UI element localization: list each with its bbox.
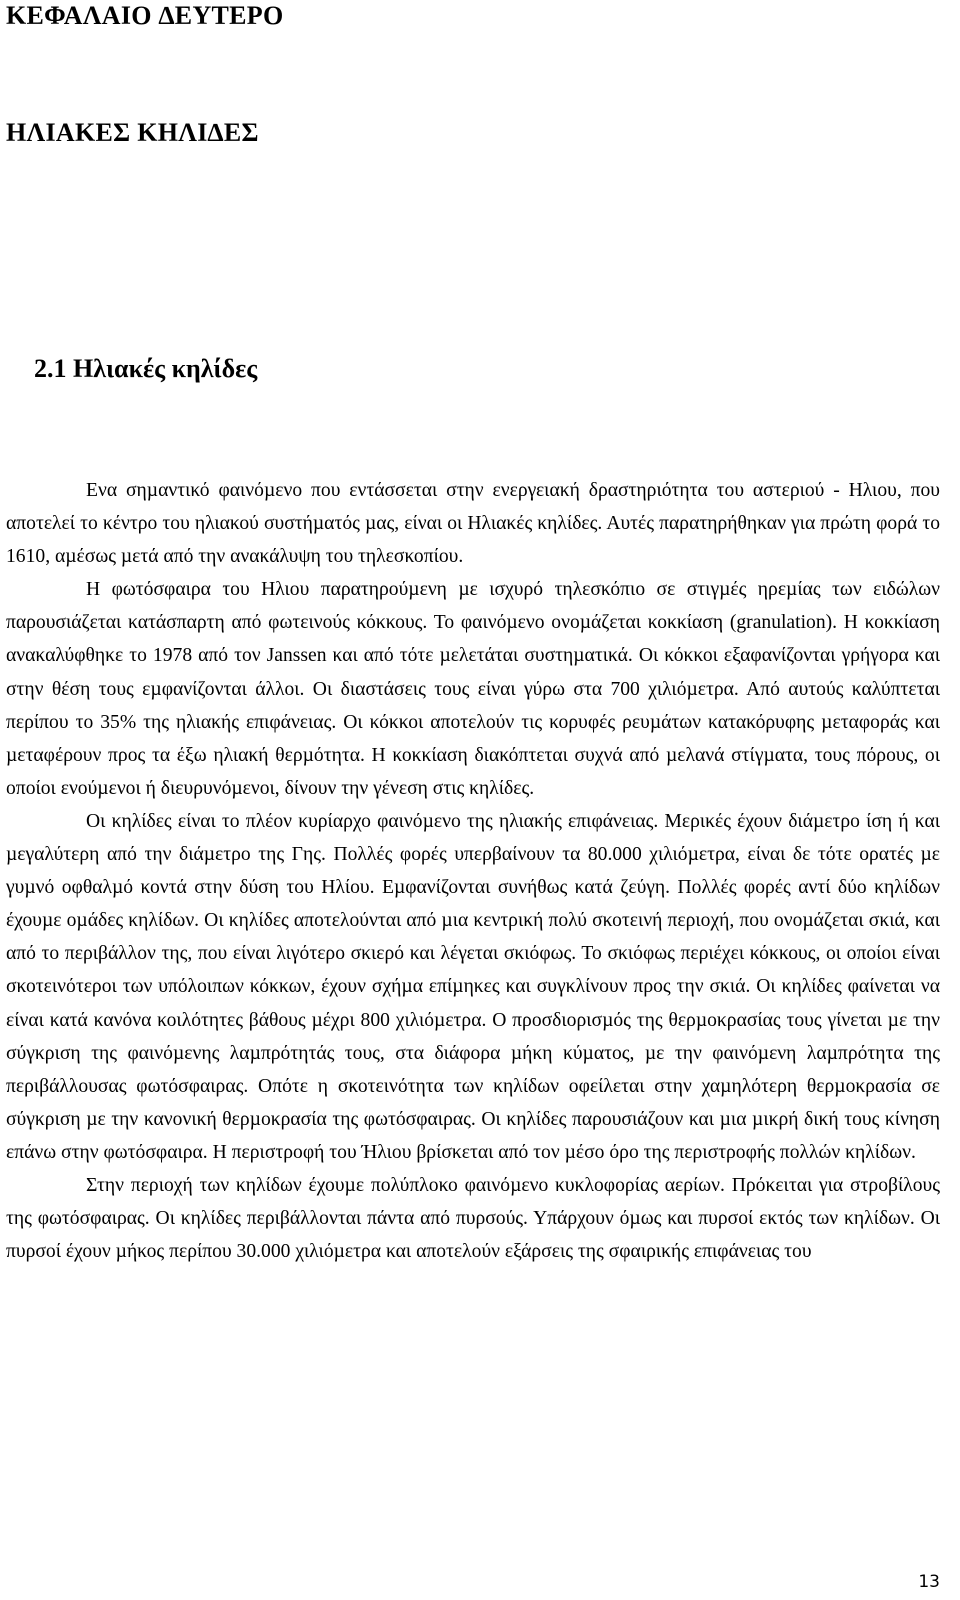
paragraph-sunspots: Οι κηλίδες είναι το πλέον κυρίαρχο φαινόµενο της ηλιακής επιφάνειας. Μερικές έχουν διάµετρο ίση ή και µεγαλύτερη από την διάµετρο της Γης. Πολλές φορές υπερβαίνουν τα 80.000 χιλιόµετρα, είναι δε τότε ορατές µε γυµνό οφθαλµό κοντά στην δύση του Ηλίου. Εµφανίζονται συνήθως κατά ζεύγη. Πολλές φορές αντί δύο κηλίδων έχουµε οµάδες κηλίδων. Οι κηλίδες αποτελούνται από µια κεντρική πολύ σκοτεινή περιοχή, που ονοµάζεται σκιά, και από το περιβάλλον της, που είναι λιγότερο σκιερό και λέγεται σκιόφως. Το σκιόφως περιέχει κόκκους, οι οποίοι είναι σκοτεινότεροι των υπόλοιπων κόκκων, έχουν σχήµα επίµηκες και συγκλίνουν προς την σκιά. Οι κηλίδες φαίνεται να είναι κατά κανόνα κοιλότητες βάθους µέχρι 800 χιλιόµετρα. Ο προσδιορισµός της θερµοκρασίας τους γίνεται µε την σύγκριση της φαινόµενης λαµπρότητάς τους, στα διάφορα µήκη κύµατος, µε την φαινόµενη λαµπρότητα της περιβάλλουσας φωτόσφαιρας. Οπότε η σκοτεινότητα των κηλίδων οφείλεται στην χαµηλότερη θερµοκρασία σε σύγκριση µε την κανονική θερµοκρασία της φωτόσφαιρας. Οι κηλίδες παρουσιάζουν και µια µικρή δική τους κίνηση επάνω στην φωτόσφαιρα. Η περιστροφή του Ήλιου βρίσκεται από τον µέσο όρο της περιστροφής πολλών κηλίδων. — [6, 810, 940, 1163]
paragraph-gas-circulation: Στην περιοχή των κηλίδων έχουµε πολύπλοκο φαινόµενο κυκλοφορίας αερίων. Πρόκειται για στροβίλους της φωτόσφαιρας. Οι κηλίδες περιβάλλονται πάντα από πυρσούς. Υπάρχουν όµως και πυρσοί εκτός των κηλίδων. Οι πυρσοί έχουν µήκος περίπου 30.000 χιλιόµετρα και αποτελούν εξάρσεις της σφαιρικής επιφάνειας του — [6, 1174, 940, 1263]
section-heading: 2.1 Ηλιακές κηλίδες — [34, 354, 258, 383]
paragraph-intro: Ενα σηµαντικό φαινόµενο που εντάσσεται στην ενεργειακή δραστηριότητα του αστεριού - Ηλιου, που αποτελεί το κέντρο του ηλιακού συστήµατός µας, είναι οι Ηλιακές κηλίδες. Αυτές παρατηρήθηκαν για πρώτη φορά το 1610, αµέσως µετά από την ανακάλυψη του τηλεσκοπίου. — [6, 480, 940, 568]
chapter-subtitle: ΗΛΙΑΚΕΣ ΚΗΛΙ∆ΕΣ — [6, 118, 259, 147]
body-text — [6, 474, 940, 1268]
paragraph-granulation: Η φωτόσφαιρα του Ηλιου παρατηρούµενη µε ισχυρό τηλεσκόπιο σε στιγµές ηρεµίας των ειδώλων παρουσιάζεται κατάσπαρτη από φωτεινούς κόκκους. Το φαινόµενο ονοµάζεται κοκκίαση (granulation). Η κοκκίαση ανακαλύφθηκε το 1978 από τον Janssen και από τότε µελετάται συστηµατικά. Οι κόκκοι εξαφανίζονται γρήγορα και στην θέση τους εµφανίζονται άλλοι. Οι διαστάσεις τους είναι γύρω στα 700 χιλιόµετρα. Από αυτούς καλύπτεται περίπου το 35% της ηλιακής επιφάνειας. Οι κόκκοι αποτελούν τις κορυφές ρευµάτων κατακόρυφης µεταφοράς και µεταφέρουν προς τα έξω ηλιακή θερµότητα. Η κοκκίαση διακόπτεται συχνά από µελανά στίγµατα, τους πόρους, οι οποίοι ενούµενοι ή διευρυνόµενοι, δίνουν την γένεση στις κηλίδες. — [6, 579, 940, 799]
chapter-title: ΚΕΦΑΛΑΙΟ ∆ΕΥΤΕΡΟ — [6, 1, 284, 30]
page-number: 13 — [918, 1572, 940, 1592]
